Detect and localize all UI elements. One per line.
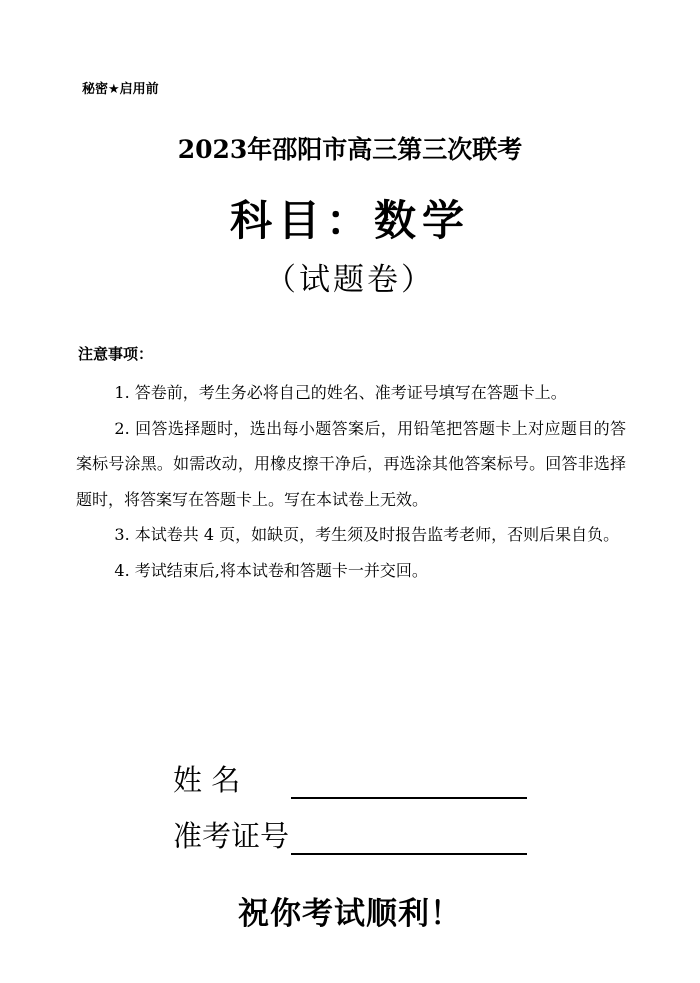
- notes-heading: 注意事项：: [78, 345, 154, 363]
- good-luck-message: 祝你考试顺利！: [238, 896, 462, 932]
- confidential-mark: 秘密★启用前: [82, 82, 159, 97]
- name-label-char: 姓: [173, 763, 203, 797]
- subject-title: 科目：数学: [229, 196, 470, 245]
- exam-title: 2023年邵阳市高三第三次联考: [177, 135, 523, 164]
- note-item: 4. 考试结束后,将本试卷和答题卡一并交回。: [114, 560, 428, 580]
- name-field: [173, 758, 527, 799]
- paper-type: （试题卷）: [265, 262, 435, 298]
- name-label: [173, 758, 289, 799]
- exam-id-field: [173, 814, 527, 855]
- name-label-char: 名: [211, 763, 241, 797]
- exam-id-label: 准考证号: [173, 819, 290, 853]
- note-item: 1. 答卷前，考生务必将自己的姓名、准考证号填写在答题卡上。: [114, 383, 567, 402]
- exam-id-blank-line[interactable]: [291, 825, 527, 855]
- notes-list: [76, 375, 626, 588]
- note-item: 2. 回答选择题时，选出每小题答案后，用铅笔把答题卡上对应题目的答案标号涂黑。如需改动，用橡皮擦干净后，再选涂其他答案标号。回答非选择题时，将答案写在答题卡上。写在本试卷上无效。: [76, 418, 626, 509]
- note-item: 3. 本试卷共 4 页，如缺页，考生须及时报告监考老师，否则后果自负。: [114, 525, 620, 544]
- name-blank-line[interactable]: [291, 769, 527, 799]
